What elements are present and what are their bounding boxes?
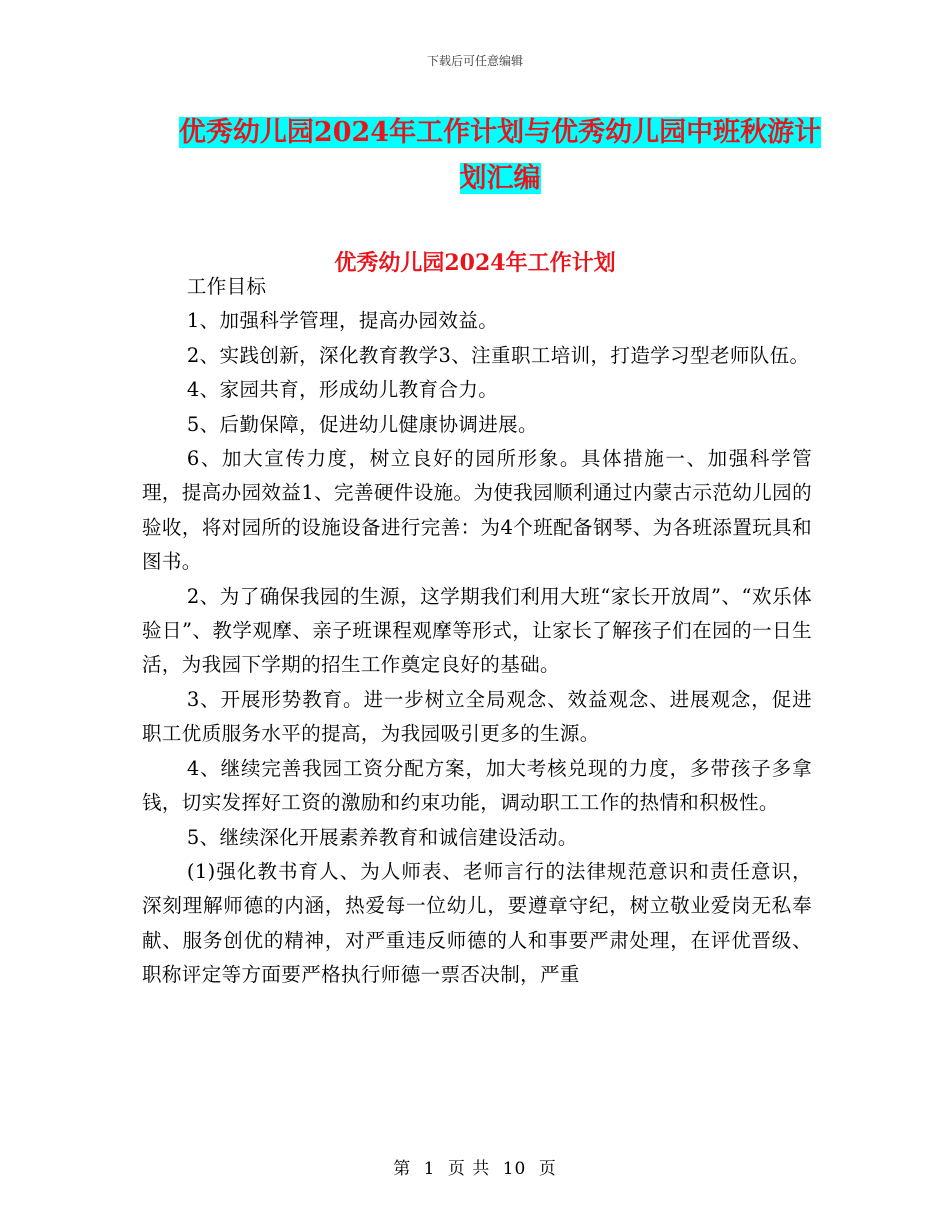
total-page-count: 10 bbox=[502, 1159, 527, 1179]
document-title-line-2: 划汇编 bbox=[459, 163, 541, 194]
page-footer bbox=[0, 1154, 950, 1179]
header-note: 下载后可任意编辑 bbox=[426, 54, 523, 68]
section-title: 优秀幼儿园2024年工作计划 bbox=[334, 250, 616, 276]
footer-middle: 页 共 bbox=[447, 1159, 491, 1179]
document-title bbox=[150, 110, 850, 202]
paragraph: 5、继续深化开展素养教育和诚信建设活动。 bbox=[186, 825, 578, 849]
paragraph: 4、家园共育，形成幼儿教育合力。 bbox=[186, 378, 499, 402]
paragraph: 5、后勤保障，促进幼儿健康协调进展。 bbox=[186, 412, 538, 436]
paragraph: 4、继续完善我园工资分配方案，加大考核兑现的力度，多带孩子多拿钱，切实发挥好工资的激励和约束功能，调动职工工作的热情和积极性。 bbox=[142, 756, 812, 815]
paragraph: (1)强化教书育人、为人师表、老师言行的法律规范意识和责任意识，深刻理解师德的内涵，热爱每一位幼儿，要遵章守纪，树立敬业爱岗无私奉献、服务创优的精神，对严重违反师德的人和事要严肃处理，在评优晋级、职称评定等方面要严格执行师德一票否决制，严重 bbox=[142, 859, 812, 987]
paragraph: 6、加大宣传力度，树立良好的园所形象。具体措施一、加强科学管理，提高办园效益1、完善硬件设施。为使我园顺利通过内蒙古示范幼儿园的验收，将对园所的设施设备进行完善：为4个班配备钢琴、为各班添置玩具和图书。 bbox=[142, 447, 812, 574]
document-body bbox=[142, 270, 812, 993]
footer-suffix: 页 bbox=[538, 1159, 557, 1179]
document-title-line-1: 优秀幼儿园2024年工作计划与优秀幼儿园中班秋游计 bbox=[178, 117, 822, 148]
current-page-number: 1 bbox=[423, 1159, 436, 1179]
paragraph: 2、实践创新，深化教育教学3、注重职工培训，打造学习型老师队伍。 bbox=[186, 343, 810, 367]
footer-prefix: 第 bbox=[393, 1159, 412, 1179]
paragraph: 1、加强科学管理，提高办园效益。 bbox=[186, 309, 499, 333]
paragraph: 3、开展形势教育。进一步树立全局观念、效益观念、进展观念，促进职工优质服务水平的提高，为我园吸引更多的生源。 bbox=[142, 687, 812, 746]
paragraph: 2、为了确保我园的生源，这学期我们利用大班“家长开放周”、“欢乐体验日”、教学观摩、亲子班课程观摩等形式，让家长了解孩子们在园的一日生活，为我园下学期的招生工作奠定良好的基础。 bbox=[142, 584, 812, 677]
paragraph-goal-heading: 工作目标 bbox=[186, 275, 267, 298]
